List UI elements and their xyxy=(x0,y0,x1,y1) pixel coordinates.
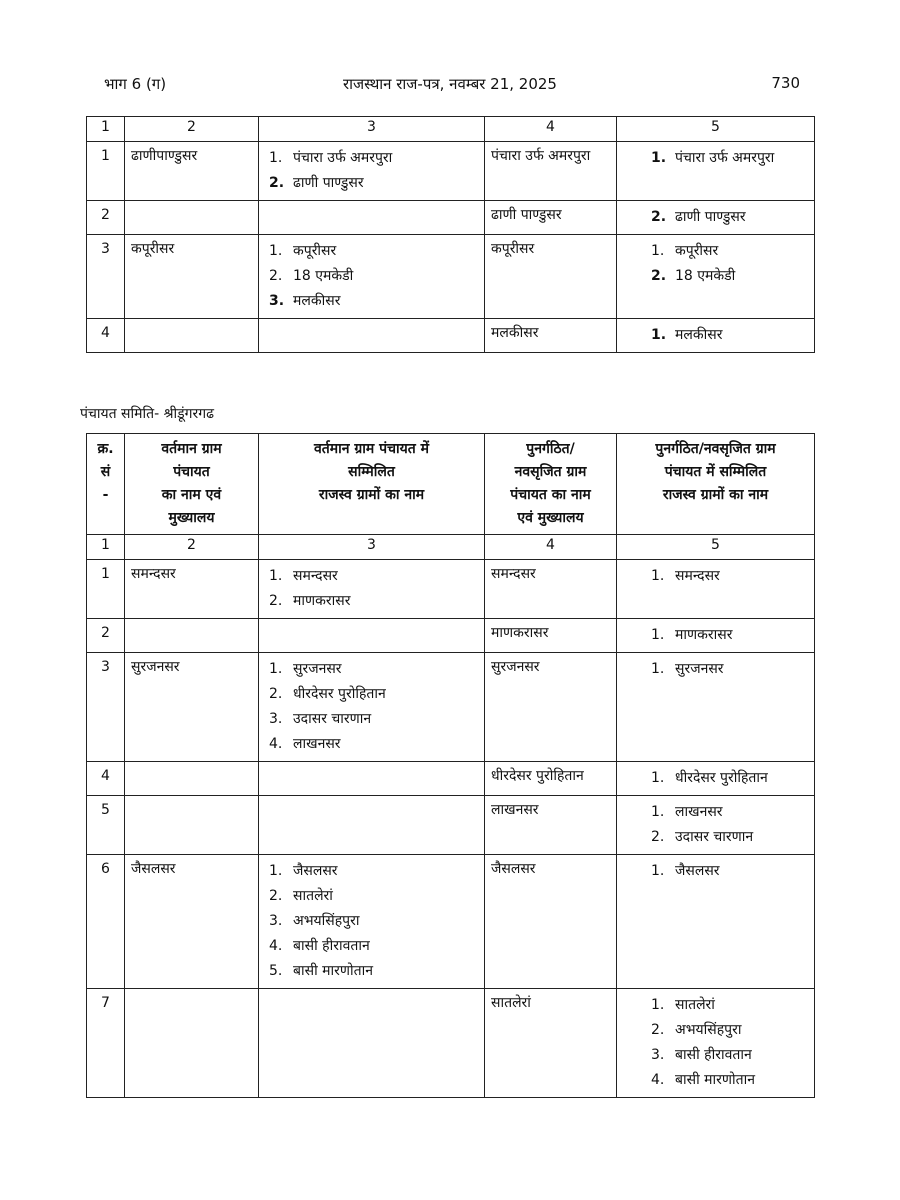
current-villages-list xyxy=(259,653,484,761)
current-panchayat-name xyxy=(125,619,259,653)
village-name: पंचारा उर्फ अमरपुरा xyxy=(675,150,775,166)
header-line: मुख्यालय xyxy=(168,510,215,526)
current-villages-list xyxy=(259,560,484,618)
row-serial-no: 4 xyxy=(87,762,125,796)
village-list-item xyxy=(651,323,814,348)
village-list-item xyxy=(651,264,814,289)
table-row xyxy=(87,855,815,989)
village-list-item xyxy=(269,171,484,196)
header-line: वर्तमान ग्राम xyxy=(161,441,222,457)
new-villages-list xyxy=(617,201,814,234)
village-list-item xyxy=(269,146,484,171)
new-villages-list-cell xyxy=(617,796,815,855)
village-number: 3. xyxy=(269,293,285,309)
village-name: धीरदेसर पुरोहितान xyxy=(293,686,386,702)
village-name: मलकीसर xyxy=(675,327,723,343)
current-villages-list-cell xyxy=(259,653,485,762)
column-number: 1 xyxy=(87,117,125,142)
village-name: माणकरासर xyxy=(293,593,351,609)
current-villages-list-cell xyxy=(259,235,485,319)
village-list-item xyxy=(269,732,484,757)
empty-cell xyxy=(259,319,485,353)
new-villages-list-cell xyxy=(617,201,815,235)
new-villages-list-cell xyxy=(617,235,815,319)
village-number: 1. xyxy=(651,327,667,343)
village-number: 1. xyxy=(651,997,665,1013)
new-villages-list xyxy=(617,653,814,686)
header-current-panchayat xyxy=(125,434,259,535)
village-number: 1. xyxy=(269,243,283,259)
column-number: 2 xyxy=(125,535,259,560)
village-number: 2. xyxy=(269,268,283,284)
village-number: 1. xyxy=(651,627,665,643)
header-line: राजस्व ग्रामों का नाम xyxy=(662,487,769,503)
village-name: ढाणी पाण्डुसर xyxy=(675,209,746,225)
column-number: 3 xyxy=(259,535,485,560)
village-number: 1. xyxy=(651,568,665,584)
current-panchayat-name xyxy=(125,201,259,235)
row-serial-no: 1 xyxy=(87,142,125,201)
current-panchayat-name xyxy=(125,762,259,796)
header-line: वर्तमान ग्राम पंचायत में xyxy=(314,441,429,457)
village-number: 1. xyxy=(269,150,283,166)
new-villages-list-cell xyxy=(617,989,815,1098)
village-list-item xyxy=(269,884,484,909)
village-list-item xyxy=(651,800,814,825)
column-number: 4 xyxy=(485,117,617,142)
page-number: 730 xyxy=(771,74,800,92)
village-list-item xyxy=(651,1068,814,1093)
row-serial-no: 6 xyxy=(87,855,125,989)
new-villages-list-cell xyxy=(617,319,815,353)
current-panchayat-name: समन्दसर xyxy=(125,560,259,619)
village-name: जैसलसर xyxy=(293,863,338,879)
village-number: 2. xyxy=(651,209,667,225)
village-list-item xyxy=(651,657,814,682)
village-number: 4. xyxy=(269,938,283,954)
header-new-villages xyxy=(617,434,815,535)
new-villages-list xyxy=(617,560,814,593)
header-current-villages xyxy=(259,434,485,535)
village-number: 1. xyxy=(651,863,665,879)
table-row xyxy=(87,142,815,201)
village-name: लाखनसर xyxy=(293,736,341,752)
village-list-item xyxy=(651,146,814,171)
new-panchayat-name: कपूरीसर xyxy=(485,235,617,319)
new-villages-list xyxy=(617,989,814,1097)
new-villages-list-cell xyxy=(617,762,815,796)
new-villages-list xyxy=(617,762,814,795)
village-number: 3. xyxy=(651,1047,665,1063)
village-number: 1. xyxy=(269,863,283,879)
village-number: 2. xyxy=(651,1022,665,1038)
header-line: पंचायत में सम्मिलित xyxy=(664,464,767,480)
gazette-title: राजस्थान राज-पत्र, नवम्बर 21, 2025 xyxy=(343,75,557,93)
village-number: 1. xyxy=(651,804,665,820)
header-line: एवं मुख्यालय xyxy=(517,510,584,526)
header-line: पुनर्गठित/नवसृजित ग्राम xyxy=(655,441,776,457)
column-number: 5 xyxy=(617,117,815,142)
row-serial-no: 2 xyxy=(87,619,125,653)
village-number: 2. xyxy=(269,888,283,904)
village-number: 1. xyxy=(651,770,665,786)
new-panchayat-name: ढाणी पाण्डुसर xyxy=(485,201,617,235)
new-panchayat-name: लाखनसर xyxy=(485,796,617,855)
empty-cell xyxy=(259,762,485,796)
column-number: 2 xyxy=(125,117,259,142)
column-number: 5 xyxy=(617,535,815,560)
village-name: 18 एमकेडी xyxy=(675,268,736,284)
header-line: का नाम एवं xyxy=(161,487,222,503)
village-list-item xyxy=(269,707,484,732)
current-panchayat-name: जैसलसर xyxy=(125,855,259,989)
new-panchayat-name: सातलेरां xyxy=(485,989,617,1098)
table-row xyxy=(87,201,815,235)
village-list-item xyxy=(269,589,484,614)
village-name: सातलेरां xyxy=(293,888,333,904)
row-serial-no: 3 xyxy=(87,653,125,762)
village-number: 4. xyxy=(269,736,283,752)
village-list-item xyxy=(651,859,814,884)
table-row xyxy=(87,796,815,855)
village-number: 1. xyxy=(269,568,283,584)
new-villages-list-cell xyxy=(617,560,815,619)
current-villages-list-cell xyxy=(259,142,485,201)
new-villages-list xyxy=(617,235,814,293)
new-villages-list xyxy=(617,855,814,888)
village-name: सुरजनसर xyxy=(675,661,724,677)
panchayat-table-continued xyxy=(86,116,815,353)
empty-cell xyxy=(259,796,485,855)
village-number: 2. xyxy=(651,829,665,845)
column-number: 4 xyxy=(485,535,617,560)
village-number: 2. xyxy=(651,268,667,284)
current-villages-list xyxy=(259,142,484,200)
village-name: माणकरासर xyxy=(675,627,733,643)
row-serial-no: 5 xyxy=(87,796,125,855)
village-name: जैसलसर xyxy=(675,863,720,879)
current-panchayat-name: कपूरीसर xyxy=(125,235,259,319)
village-list-item xyxy=(269,682,484,707)
row-serial-no: 4 xyxy=(87,319,125,353)
current-panchayat-name: ढाणीपाण्डुसर xyxy=(125,142,259,201)
village-name: अभयसिंहपुरा xyxy=(675,1022,742,1038)
current-villages-list-cell xyxy=(259,560,485,619)
column-number-row xyxy=(87,535,815,560)
village-list-item xyxy=(651,825,814,850)
header-serial-no xyxy=(87,434,125,535)
header-new-panchayat xyxy=(485,434,617,535)
village-list-item xyxy=(269,564,484,589)
row-serial-no: 1 xyxy=(87,560,125,619)
village-list-item xyxy=(651,239,814,264)
new-villages-list-cell xyxy=(617,142,815,201)
current-panchayat-name xyxy=(125,989,259,1098)
village-name: उदासर चारणान xyxy=(293,711,372,727)
village-name: कपूरीसर xyxy=(293,243,337,259)
header-line: पुनर्गठित/ xyxy=(526,441,575,457)
new-panchayat-name: मलकीसर xyxy=(485,319,617,353)
current-villages-list-cell xyxy=(259,855,485,989)
new-panchayat-name: समन्दसर xyxy=(485,560,617,619)
header-line: पंचायत xyxy=(173,464,210,480)
section-title: पंचायत समिति- श्रीडूंगरगढ xyxy=(80,406,214,422)
table-row xyxy=(87,989,815,1098)
new-villages-list-cell xyxy=(617,855,815,989)
village-number: 2. xyxy=(269,175,285,191)
page-section-label: भाग 6 (ग) xyxy=(104,75,167,93)
new-panchayat-name: सुरजनसर xyxy=(485,653,617,762)
table-row xyxy=(87,762,815,796)
village-name: अभयसिंहपुरा xyxy=(293,913,360,929)
table-row xyxy=(87,319,815,353)
header-line: क्र. xyxy=(97,441,114,457)
header-line: नवसृजित ग्राम xyxy=(514,464,587,480)
table-row xyxy=(87,653,815,762)
current-panchayat-name xyxy=(125,319,259,353)
village-name: सुरजनसर xyxy=(293,661,342,677)
current-villages-list xyxy=(259,855,484,988)
village-number: 1. xyxy=(651,150,667,166)
village-number: 2. xyxy=(269,686,283,702)
village-list-item xyxy=(651,1018,814,1043)
header-line: राजस्व ग्रामों का नाम xyxy=(318,487,425,503)
row-serial-no: 7 xyxy=(87,989,125,1098)
village-name: लाखनसर xyxy=(675,804,723,820)
village-number: 3. xyxy=(269,913,283,929)
empty-cell xyxy=(259,989,485,1098)
column-number: 3 xyxy=(259,117,485,142)
new-panchayat-name: धीरदेसर पुरोहितान xyxy=(485,762,617,796)
row-serial-no: 2 xyxy=(87,201,125,235)
village-list-item xyxy=(651,205,814,230)
new-villages-list xyxy=(617,142,814,175)
village-list-item xyxy=(269,909,484,934)
column-number: 1 xyxy=(87,535,125,560)
current-panchayat-name xyxy=(125,796,259,855)
village-list-item xyxy=(651,1043,814,1068)
village-name: समन्दसर xyxy=(675,568,720,584)
current-panchayat-name: सुरजनसर xyxy=(125,653,259,762)
village-number: 1. xyxy=(269,661,283,677)
table-row xyxy=(87,619,815,653)
village-name: 18 एमकेडी xyxy=(293,268,354,284)
table-row xyxy=(87,235,815,319)
village-name: धीरदेसर पुरोहितान xyxy=(675,770,768,786)
village-name: बासी हीरावतान xyxy=(293,938,370,954)
village-number: 4. xyxy=(651,1072,665,1088)
new-villages-list-cell xyxy=(617,619,815,653)
village-name: बासी मारणोतान xyxy=(293,963,374,979)
new-villages-list xyxy=(617,796,814,854)
village-list-item xyxy=(651,564,814,589)
village-name: उदासर चारणान xyxy=(675,829,754,845)
header-row xyxy=(87,434,815,535)
column-number-row xyxy=(87,117,815,142)
new-panchayat-name: जैसलसर xyxy=(485,855,617,989)
new-panchayat-name: पंचारा उर्फ अमरपुरा xyxy=(485,142,617,201)
village-list-item xyxy=(269,934,484,959)
village-name: बासी मारणोतान xyxy=(675,1072,756,1088)
village-list-item xyxy=(269,657,484,682)
village-list-item xyxy=(651,766,814,791)
village-number: 1. xyxy=(651,243,665,259)
header-line: सम्मिलित xyxy=(348,464,395,480)
table-row xyxy=(87,560,815,619)
new-villages-list xyxy=(617,619,814,652)
header-line: - xyxy=(102,487,109,503)
village-name: कपूरीसर xyxy=(675,243,719,259)
village-list-item xyxy=(269,264,484,289)
village-list-item xyxy=(269,959,484,984)
village-name: समन्दसर xyxy=(293,568,338,584)
header-line: सं xyxy=(100,464,111,480)
village-list-item xyxy=(651,623,814,648)
village-number: 2. xyxy=(269,593,283,609)
village-name: सातलेरां xyxy=(675,997,715,1013)
village-name: पंचारा उर्फ अमरपुरा xyxy=(293,150,393,166)
new-villages-list xyxy=(617,319,814,352)
village-number: 1. xyxy=(651,661,665,677)
empty-cell xyxy=(259,201,485,235)
village-name: बासी हीरावतान xyxy=(675,1047,752,1063)
header-line: पंचायत का नाम xyxy=(510,487,591,503)
village-list-item xyxy=(269,859,484,884)
village-number: 5. xyxy=(269,963,283,979)
village-name: ढाणी पाण्डुसर xyxy=(293,175,364,191)
new-panchayat-name: माणकरासर xyxy=(485,619,617,653)
current-villages-list xyxy=(259,235,484,318)
new-villages-list-cell xyxy=(617,653,815,762)
village-list-item xyxy=(269,289,484,314)
row-serial-no: 3 xyxy=(87,235,125,319)
village-name: मलकीसर xyxy=(293,293,341,309)
empty-cell xyxy=(259,619,485,653)
panchayat-samiti-table xyxy=(86,433,815,1098)
village-list-item xyxy=(269,239,484,264)
village-number: 3. xyxy=(269,711,283,727)
village-list-item xyxy=(651,993,814,1018)
